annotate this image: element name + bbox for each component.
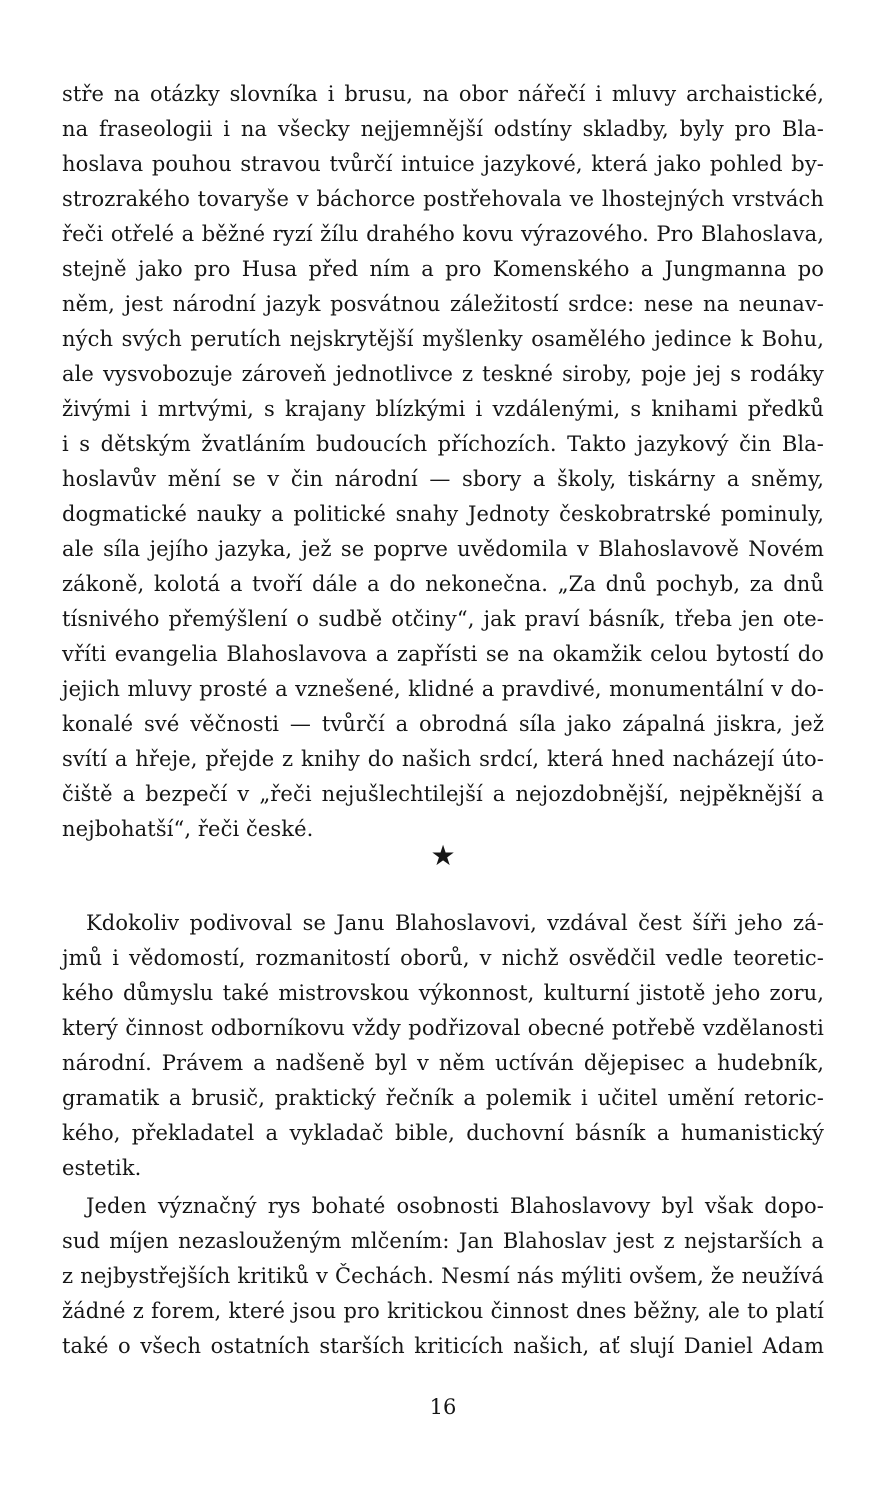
text-line: stejně jako pro Husa před ním a pro Komenského a Jungmanna po bbox=[62, 257, 824, 281]
text-line: řeči otřelé a běžné ryzí žílu drahého kovu výrazového. Pro Blahoslava, bbox=[62, 222, 824, 246]
text-line: Kdokoliv podivoval se Janu Blahoslavovi, vzdával čest šíři jeho zá- bbox=[86, 911, 824, 935]
text-line: kého důmyslu také mistrovskou výkonnost, kulturní jistotě jeho zoru, bbox=[62, 981, 824, 1005]
text-line: estetik. bbox=[62, 1156, 142, 1180]
text-line: svítí a hřeje, přejde z knihy do našich srdcí, která hned nacházejí úto- bbox=[62, 747, 824, 771]
text-line: stře na otázky slovníka i brusu, na obor nářečí i mluvy archaistické, bbox=[62, 82, 824, 106]
text-line: také o všech ostatních starších kriticích našich, ať slují Daniel Adam bbox=[62, 1334, 824, 1358]
text-line: tísnivého přemýšlení o sudbě otčiny“, jak praví básník, třeba jen ote- bbox=[62, 607, 824, 631]
text-line: ných svých perutích nejskrytější myšlenky osamělého jedince k Bohu, bbox=[62, 327, 824, 351]
text-line: hoslavův mění se v čin národní — sbory a školy, tiskárny a sněmy, bbox=[62, 467, 824, 491]
text-line: sud míjen nezaslouženým mlčením: Jan Blahoslav jest z nejstarších a bbox=[62, 1229, 824, 1253]
book-page bbox=[62, 0, 824, 1497]
text-line: na fraseologii i na všecky nejjemnější odstíny skladby, byly pro Bla- bbox=[62, 117, 824, 141]
text-line: z nejbystřejších kritiků v Čechách. Nesmí nás mýliti ovšem, že neužívá bbox=[62, 1264, 824, 1288]
text-line: jmů i vědomostí, rozmanitostí oborů, v nichž osvědčil vedle teoretic- bbox=[62, 946, 824, 970]
text-line: ale síla jejího jazyka, jež se poprve uvědomila v Blahoslavově Novém bbox=[62, 537, 824, 561]
text-line: gramatik a brusič, praktický řečník a polemik i učitel umění retoric- bbox=[62, 1086, 824, 1110]
text-line: něm, jest národní jazyk posvátnou záležitostí srdce: nese na neunav- bbox=[62, 292, 824, 316]
text-line: strozrakého tovaryše v báchorce postřehovala ve lhostejných vrstvách bbox=[62, 187, 824, 211]
text-line: dogmatické nauky a politické snahy Jednoty českobratrské pominuly, bbox=[62, 502, 824, 526]
text-line: konalé své věčnosti — tvůrčí a obrodná síla jako zápalná jiskra, jež bbox=[62, 712, 824, 736]
text-line: kého, překladatel a vykladač bible, duchovní básník a humanistický bbox=[62, 1121, 824, 1145]
text-line: nejbohatší“, řeči české. bbox=[62, 817, 314, 841]
text-line: i s dětským žvatláním budoucích příchozích. Takto jazykový čin Bla- bbox=[62, 432, 824, 456]
text-line: jejich mluvy prosté a vznešené, klidné a pravdivé, monumentální v do- bbox=[62, 677, 824, 701]
text-line: národní. Právem a nadšeně byl v něm uctíván dějepisec a hudebník, bbox=[62, 1051, 824, 1075]
page-number: 16 bbox=[429, 1395, 457, 1419]
text-line: vříti evangelia Blahoslavova a zapřísti se na okamžik celou bytostí do bbox=[62, 642, 824, 666]
text-line: ale vysvobozuje zároveň jednotlivce z teskné siroby, poje jej s rodáky bbox=[62, 362, 824, 386]
text-line: čiště a bezpečí v „řeči nejušlechtilejší a nejozdobnější, nejpěknější a bbox=[62, 782, 824, 806]
text-line: zákoně, kolotá a tvoří dále a do nekonečna. „Za dnů pochyb, za dnů bbox=[62, 572, 824, 596]
text-line: žádné z forem, které jsou pro kritickou činnost dnes běžny, ale to platí bbox=[62, 1299, 824, 1323]
section-separator-star-icon: ★ bbox=[430, 839, 456, 872]
text-line: živými i mrtvými, s krajany blízkými i vzdálenými, s knihami předků bbox=[62, 397, 824, 421]
text-line: který činnost odborníkovu vždy podřizoval obecné potřebě vzdělanosti bbox=[62, 1016, 824, 1040]
text-line: hoslava pouhou stravou tvůrčí intuice jazykové, která jako pohled by- bbox=[62, 152, 824, 176]
text-line: Jeden význačný rys bohaté osobnosti Blahoslavovy byl však dopo- bbox=[86, 1194, 824, 1218]
